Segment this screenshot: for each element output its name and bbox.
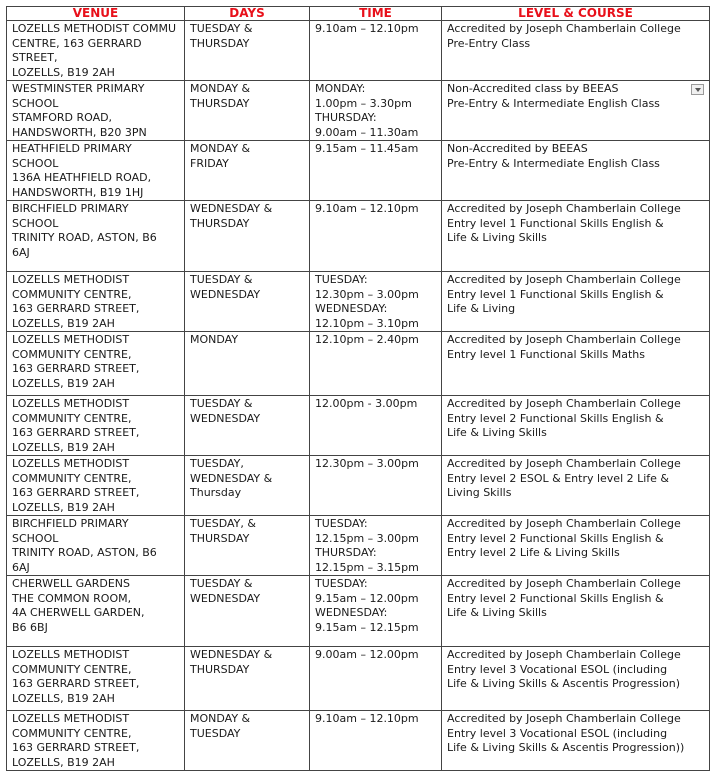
table-row [7, 332, 710, 396]
time-line: 9.10am – 12.10pm [315, 712, 419, 725]
course-line: Pre-Entry Class [447, 36, 531, 50]
days-line: THURSDAY [190, 662, 250, 676]
venue-cell [7, 272, 185, 332]
days-line: TUESDAY & [190, 577, 253, 590]
venue-line: LOZELLS, B19 2AH [12, 65, 115, 79]
course-line: Entry level 3 Vocational ESOL (including [447, 662, 668, 676]
days-cell [185, 711, 310, 771]
days-line: Thursday [190, 486, 242, 499]
venue-line: TRINITY ROAD, ASTON, B6 [12, 231, 157, 244]
course-line: Accredited by Joseph Chamberlain College [447, 333, 681, 346]
days-line: TUESDAY & [190, 273, 253, 286]
days-line: THURSDAY [190, 36, 250, 50]
days-line: THURSDAY [190, 216, 250, 230]
time-line: 1.00pm – 3.30pm [315, 96, 412, 110]
table-row [7, 272, 710, 332]
time-line: 9.10am – 12.10pm [315, 22, 419, 35]
venue-line: 4A CHERWELL GARDEN, [12, 606, 145, 619]
days-line: WEDNESDAY & [190, 648, 273, 661]
time-line: 12.00pm - 3.00pm [315, 397, 418, 410]
days-cell [185, 456, 310, 516]
days-line: TUESDAY, [190, 457, 244, 470]
course-line: Entry level 2 Life & Living Skills [447, 546, 620, 559]
course-cell [442, 81, 710, 141]
venue-line: CENTRE, 163 GERRARD [12, 36, 142, 50]
venue-line: 6AJ [12, 245, 30, 259]
course-line: Entry level 1 Functional Skills English & [447, 216, 664, 230]
time-header: TIME [310, 7, 442, 21]
course-line: Entry level 2 Functional Skills English & [447, 411, 664, 425]
venue-line: SCHOOL [12, 156, 59, 170]
days-cell [185, 516, 310, 576]
venue-line: BIRCHFIELD PRIMARY [12, 517, 129, 530]
course-line: Living Skills [447, 486, 512, 499]
course-cell [442, 711, 710, 771]
table-row [7, 81, 710, 141]
course-line: Accredited by Joseph Chamberlain College [447, 397, 681, 410]
venue-line: BIRCHFIELD PRIMARY [12, 202, 129, 215]
venue-cell [7, 396, 185, 456]
course-line: Entry level 1 Functional Skills Maths [447, 347, 645, 361]
table-row [7, 456, 710, 516]
venue-line: COMMUNITY CENTRE, [12, 662, 132, 676]
table-row [7, 201, 710, 272]
venue-line: STREET, [12, 51, 58, 64]
time-line: TUESDAY: [315, 517, 368, 530]
time-line: MONDAY: [315, 82, 366, 95]
days-line: TUESDAY [190, 726, 241, 740]
venue-line: CHERWELL GARDENS [12, 577, 131, 590]
table-row [7, 21, 710, 81]
course-line: Pre-Entry & Intermediate English Class [447, 156, 660, 170]
days-cell [185, 576, 310, 647]
venue-line: LOZELLS METHODIST [12, 397, 130, 410]
venue-line: LOZELLS, B19 2AH [12, 376, 115, 390]
time-line: 12.15pm – 3.15pm [315, 560, 419, 574]
venue-cell [7, 711, 185, 771]
course-cell [442, 21, 710, 81]
days-line: TUESDAY, & [190, 517, 256, 530]
venue-line: LOZELLS, B19 2AH [12, 691, 115, 705]
days-cell [185, 272, 310, 332]
venue-line: HANDSWORTH, B20 3PN [12, 125, 147, 139]
venue-cell [7, 576, 185, 647]
time-line: 9.15am – 11.45am [315, 142, 419, 155]
course-header: LEVEL & COURSE [442, 7, 710, 21]
course-line: Accredited by Joseph Chamberlain College [447, 517, 681, 530]
time-line: 12.10pm – 3.10pm [315, 316, 419, 330]
course-line: Entry level 2 ESOL & Entry level 2 Life & [447, 471, 670, 485]
days-cell [185, 332, 310, 396]
venue-line: LOZELLS, B19 2AH [12, 755, 115, 769]
course-line: Entry level 2 Functional Skills English & [447, 531, 664, 545]
course-line: Life & Living Skills [447, 426, 547, 439]
venue-line: WESTMINSTER PRIMARY [12, 82, 145, 95]
venue-line: LOZELLS, B19 2AH [12, 316, 115, 330]
days-line: TUESDAY & [190, 397, 253, 410]
course-line: Accredited by Joseph Chamberlain College [447, 22, 681, 35]
time-line: 9.00am – 12.00pm [315, 648, 419, 661]
venue-line: TRINITY ROAD, ASTON, B6 [12, 546, 157, 559]
course-cell [442, 396, 710, 456]
days-line: THURSDAY [190, 96, 250, 110]
venue-line: LOZELLS METHODIST [12, 273, 130, 286]
days-cell [185, 81, 310, 141]
days-cell [185, 21, 310, 81]
days-line: WEDNESDAY [190, 591, 261, 605]
time-line: THURSDAY: [315, 546, 377, 559]
time-cell [310, 711, 442, 771]
course-cell [442, 647, 710, 711]
time-line: 12.30pm – 3.00pm [315, 457, 419, 470]
time-cell [310, 516, 442, 576]
header-row [7, 7, 710, 21]
venue-line: LOZELLS METHODIST COMMU [12, 22, 176, 35]
time-cell [310, 201, 442, 272]
time-line: 9.00am – 11.30am [315, 125, 419, 139]
table-row [7, 516, 710, 576]
time-line: 9.10am – 12.10pm [315, 202, 419, 215]
course-cell [442, 456, 710, 516]
venue-line: LOZELLS, B19 2AH [12, 440, 115, 454]
course-cell [442, 332, 710, 396]
time-line: 9.15am – 12.15pm [315, 620, 419, 634]
venue-cell [7, 647, 185, 711]
course-cell [442, 272, 710, 332]
course-cell [442, 141, 710, 201]
course-line: Life & Living [447, 302, 516, 315]
chevron-down-icon[interactable] [691, 84, 704, 95]
course-line: Entry level 2 Functional Skills English & [447, 591, 664, 605]
venue-line: 163 GERRARD STREET, [12, 362, 140, 375]
time-cell [310, 332, 442, 396]
table-row [7, 576, 710, 647]
days-cell [185, 141, 310, 201]
venue-line: THE COMMON ROOM, [12, 591, 132, 605]
venue-line: 6AJ [12, 560, 30, 574]
venue-line: COMMUNITY CENTRE, [12, 347, 132, 361]
table-row [7, 141, 710, 201]
time-line: WEDNESDAY: [315, 606, 388, 619]
course-line: Entry level 3 Vocational ESOL (including [447, 726, 668, 740]
venue-line: LOZELLS METHODIST [12, 712, 130, 725]
table-row [7, 396, 710, 456]
days-cell [185, 647, 310, 711]
venue-line: COMMUNITY CENTRE, [12, 471, 132, 485]
venue-header: VENUE [7, 7, 185, 21]
venue-line: HANDSWORTH, B19 1HJ [12, 185, 144, 199]
venue-line: LOZELLS METHODIST [12, 648, 130, 661]
time-line: TUESDAY: [315, 577, 368, 590]
course-line: Non-Accredited class by BEEAS [447, 82, 619, 95]
venue-line: LOZELLS METHODIST [12, 457, 130, 470]
venue-line: 163 GERRARD STREET, [12, 486, 140, 499]
course-line: Accredited by Joseph Chamberlain College [447, 712, 681, 725]
days-line: WEDNESDAY [190, 287, 261, 301]
venue-line: LOZELLS METHODIST [12, 333, 130, 346]
venue-line: COMMUNITY CENTRE, [12, 726, 132, 740]
time-line: 9.15am – 12.00pm [315, 591, 419, 605]
days-line: WEDNESDAY & [190, 471, 273, 485]
time-line: THURSDAY: [315, 111, 377, 124]
time-cell [310, 576, 442, 647]
venue-line: 136A HEATHFIELD ROAD, [12, 171, 152, 184]
course-line: Accredited by Joseph Chamberlain College [447, 577, 681, 590]
venue-cell [7, 516, 185, 576]
days-line: WEDNESDAY [190, 411, 261, 425]
venue-line: SCHOOL [12, 96, 59, 110]
time-cell [310, 272, 442, 332]
days-line: MONDAY & [190, 142, 251, 155]
course-cell [442, 201, 710, 272]
days-line: MONDAY [190, 333, 239, 346]
venue-cell [7, 81, 185, 141]
time-line: 12.10pm – 2.40pm [315, 333, 419, 346]
time-cell [310, 141, 442, 201]
venue-line: B6 6BJ [12, 620, 48, 634]
venue-line: HEATHFIELD PRIMARY [12, 142, 132, 155]
time-cell [310, 396, 442, 456]
days-cell [185, 396, 310, 456]
venue-cell [7, 21, 185, 81]
days-line: THURSDAY [190, 531, 250, 545]
venue-line: STAMFORD ROAD, [12, 111, 113, 124]
course-line: Entry level 1 Functional Skills English & [447, 287, 664, 301]
venue-line: SCHOOL [12, 531, 59, 545]
time-cell [310, 81, 442, 141]
course-line: Life & Living Skills & Ascentis Progression) [447, 677, 681, 690]
course-line: Accredited by Joseph Chamberlain College [447, 457, 681, 470]
table-row [7, 647, 710, 711]
venue-line: 163 GERRARD STREET, [12, 426, 140, 439]
venue-line: SCHOOL [12, 216, 59, 230]
days-line: WEDNESDAY & [190, 202, 273, 215]
venue-line: LOZELLS, B19 2AH [12, 500, 115, 514]
days-line: MONDAY & [190, 82, 251, 95]
course-line: Life & Living Skills [447, 606, 547, 619]
time-cell [310, 21, 442, 81]
venue-line: COMMUNITY CENTRE, [12, 287, 132, 301]
venue-line: 163 GERRARD STREET, [12, 741, 140, 754]
venue-cell [7, 456, 185, 516]
course-line: Accredited by Joseph Chamberlain College [447, 648, 681, 661]
course-line: Life & Living Skills [447, 231, 547, 244]
course-line: Pre-Entry & Intermediate English Class [447, 96, 660, 110]
days-line: MONDAY & [190, 712, 251, 725]
venue-cell [7, 332, 185, 396]
time-line: WEDNESDAY: [315, 302, 388, 315]
time-line: 12.30pm – 3.00pm [315, 287, 419, 301]
time-cell [310, 647, 442, 711]
table-row [7, 711, 710, 771]
venue-cell [7, 201, 185, 272]
course-line: Accredited by Joseph Chamberlain College [447, 202, 681, 215]
course-cell [442, 516, 710, 576]
venue-line: 163 GERRARD STREET, [12, 677, 140, 690]
time-line: 12.15pm – 3.00pm [315, 531, 419, 545]
time-line: TUESDAY: [315, 273, 368, 286]
days-line: TUESDAY & [190, 22, 253, 35]
course-line: Accredited by Joseph Chamberlain College [447, 273, 681, 286]
course-cell [442, 576, 710, 647]
days-header: DAYS [185, 7, 310, 21]
days-cell [185, 201, 310, 272]
days-line: FRIDAY [190, 156, 229, 170]
venue-cell [7, 141, 185, 201]
venue-line: 163 GERRARD STREET, [12, 302, 140, 315]
venue-line: COMMUNITY CENTRE, [12, 411, 132, 425]
course-line: Non-Accredited by BEEAS [447, 142, 588, 155]
course-schedule-table [6, 6, 710, 771]
time-cell [310, 456, 442, 516]
course-line: Life & Living Skills & Ascentis Progression)) [447, 741, 685, 754]
